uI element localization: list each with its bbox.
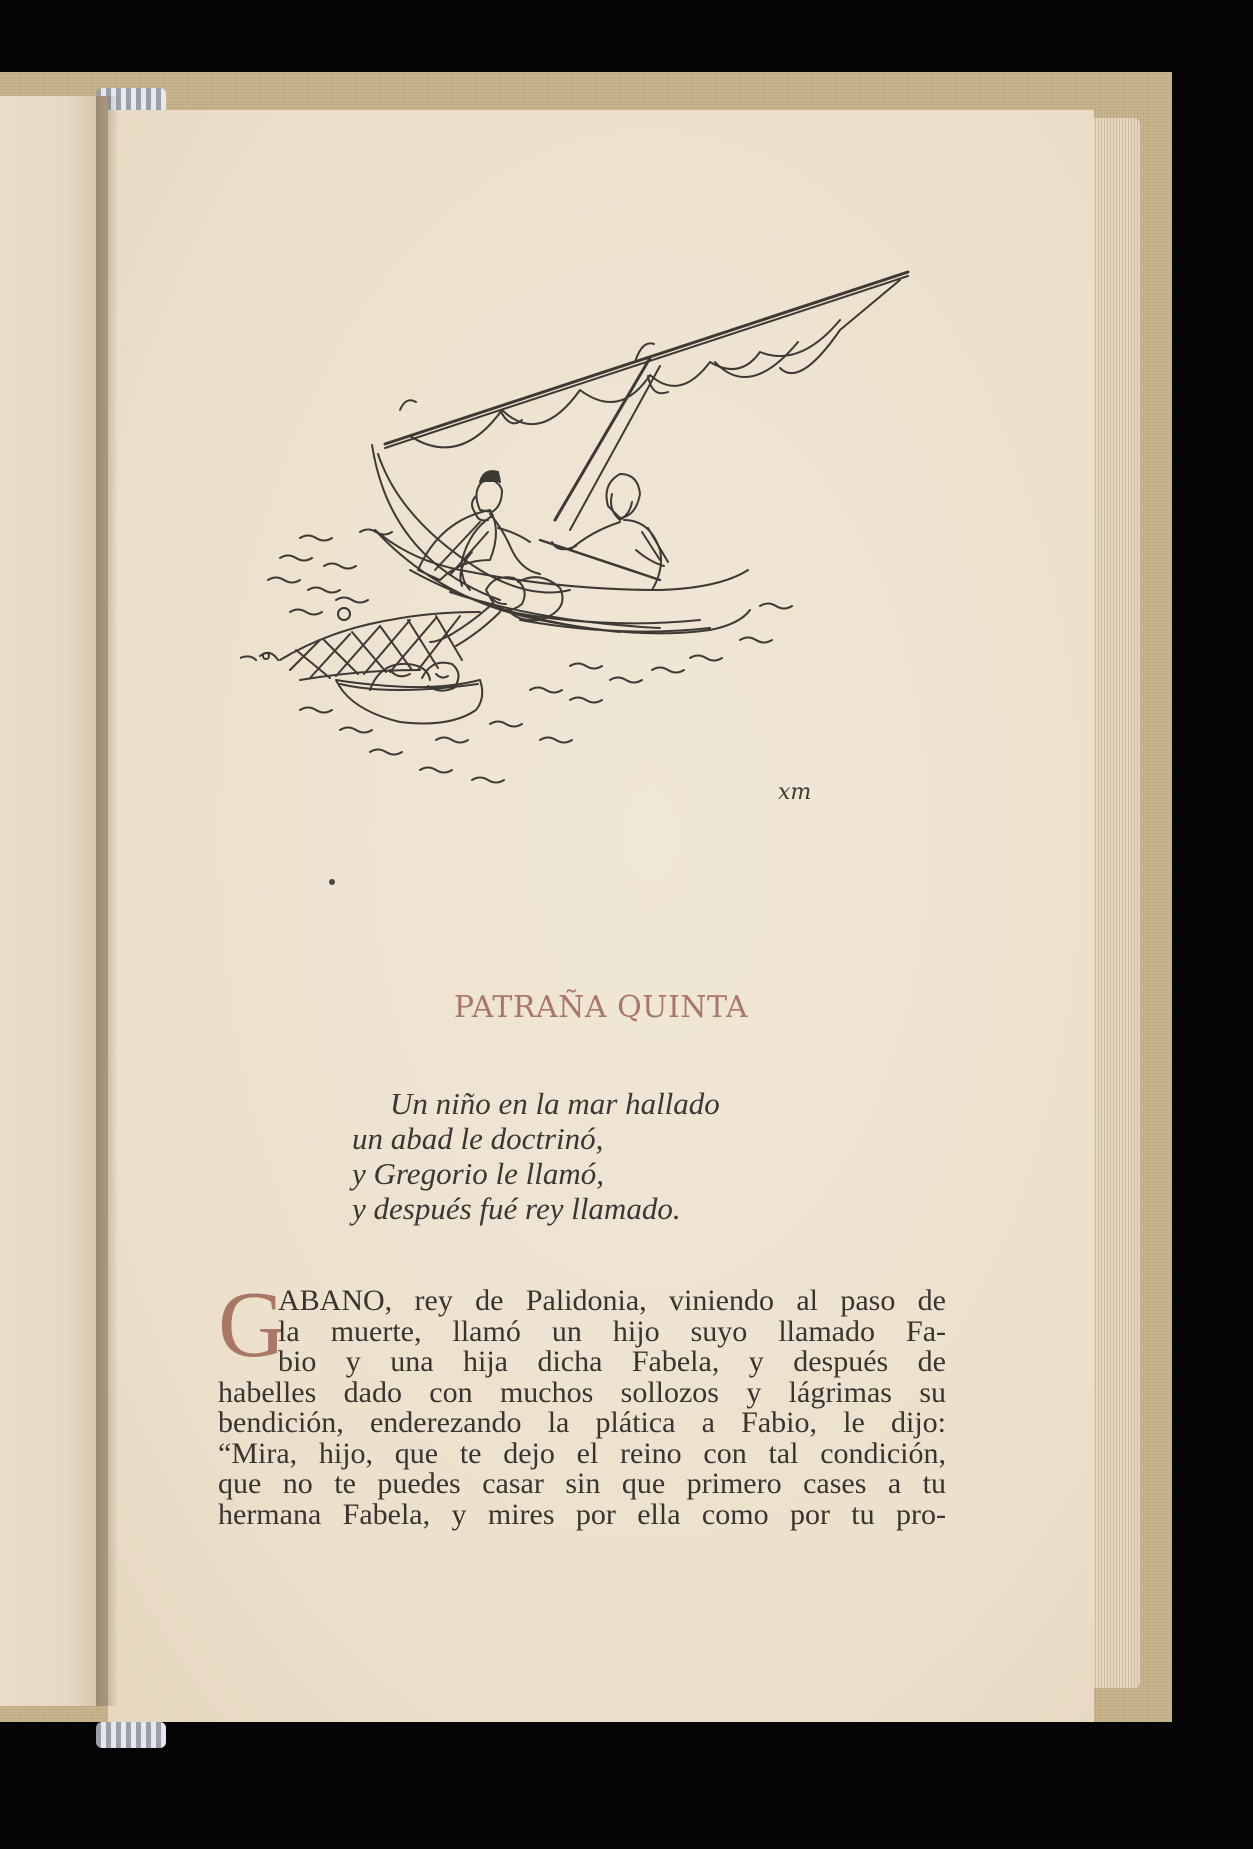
text-line: bio y una hija dicha Fabela, y después de <box>278 1345 946 1378</box>
verse-line: Un niño en la mar hallado <box>390 1086 720 1121</box>
text-line: hermana Fabela, y mires por ella como por tu pro- <box>218 1497 946 1531</box>
text-line <box>218 1286 946 1317</box>
verse-line: y Gregorio le llamó, <box>352 1156 604 1191</box>
page-edges <box>1090 118 1140 1688</box>
drop-cap: G <box>218 1273 286 1377</box>
text-line: que no te puedes casar sin que primero cases a tu <box>218 1467 946 1500</box>
text-line: habelles dado con muchos sollozos y lágrimas su <box>218 1375 946 1409</box>
verse-line: un abad le doctrinó, <box>352 1121 604 1156</box>
gutter-shadow <box>96 96 118 1706</box>
epigraph-verse <box>352 1086 720 1226</box>
artist-signature: xm <box>778 780 812 805</box>
text-line: “Mira, hijo, que te dejo el reino con tal condición, <box>218 1436 946 1470</box>
text-line-rest: rey de Palidonia, viniendo al paso de <box>392 1284 946 1317</box>
text-line: bendición, enderezando la plática a Fabio, le dijo: <box>218 1406 946 1439</box>
headband-bottom <box>96 1722 166 1748</box>
ornament-dot <box>329 879 335 885</box>
body-text <box>218 1286 946 1530</box>
first-word: ABANO, <box>278 1284 393 1317</box>
fishing-boat-illustration <box>240 270 930 870</box>
text-line: la muerte, llamó un hijo suyo llamado Fa- <box>278 1314 946 1348</box>
chapter-title: PATRAÑA QUINTA <box>453 990 749 1025</box>
verse-line: y después fué rey llamado. <box>352 1191 681 1226</box>
left-page <box>0 96 108 1706</box>
